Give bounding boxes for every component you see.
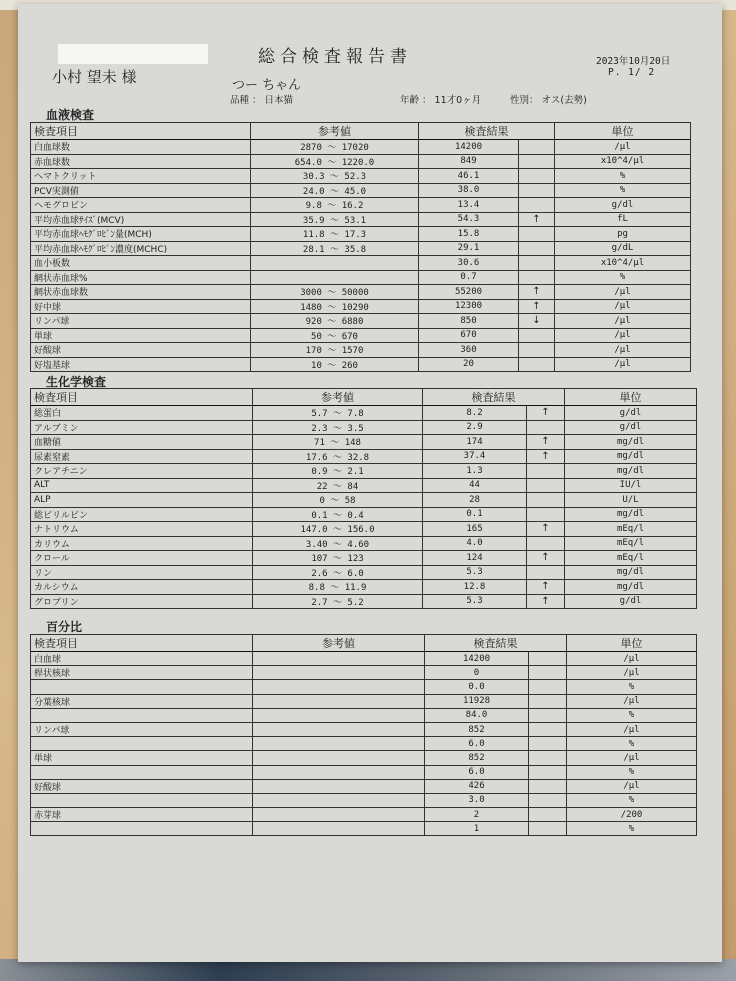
unit-value: /μl xyxy=(555,314,691,329)
reference-value: 22 ～ 84 xyxy=(253,478,423,493)
table-row xyxy=(31,299,691,314)
result-value: 44 xyxy=(423,478,527,493)
reference-value: 11.8 ～ 17.3 xyxy=(251,227,419,242)
table-row xyxy=(31,694,697,708)
unit-value: % xyxy=(567,765,697,779)
col-header-unit: 単位 xyxy=(567,635,697,652)
result-value: 3.0 xyxy=(425,793,529,807)
item-name: 平均赤血球ﾍﾓｸﾞﾛﾋﾞﾝ量(MCH) xyxy=(31,227,251,242)
result-value: 14200 xyxy=(419,140,519,155)
item-name: ヘモグロビン xyxy=(31,198,251,213)
table-row xyxy=(31,666,697,680)
table-row xyxy=(31,420,697,435)
result-flag xyxy=(527,478,565,493)
result-flag: ↑ xyxy=(527,594,565,609)
reference-value xyxy=(253,765,425,779)
result-value: 426 xyxy=(425,779,529,793)
result-value: 54.3 xyxy=(419,212,519,227)
report-date: 2023年10月20日 xyxy=(596,56,671,67)
unit-value: g/dl xyxy=(565,594,697,609)
unit-value: /μl xyxy=(567,779,697,793)
result-value: 12.8 xyxy=(423,580,527,595)
result-value: 0.0 xyxy=(425,680,529,694)
section-title-blood: 血液検査 xyxy=(46,108,95,122)
result-flag xyxy=(527,536,565,551)
result-flag xyxy=(529,822,567,836)
result-flag xyxy=(529,793,567,807)
percentage-table xyxy=(30,634,697,836)
result-flag: ↑ xyxy=(527,406,565,421)
result-flag xyxy=(519,270,555,285)
result-flag xyxy=(527,507,565,522)
page-number: P. 1/ 2 xyxy=(608,67,656,78)
reference-value xyxy=(251,256,419,271)
table-row xyxy=(31,751,697,765)
item-name xyxy=(31,737,253,751)
item-name: ALT xyxy=(31,478,253,493)
unit-value: /μl xyxy=(555,357,691,372)
blood-test-table xyxy=(30,122,691,372)
unit-value: /μl xyxy=(555,328,691,343)
table-row xyxy=(31,198,691,213)
result-flag: ↑ xyxy=(527,580,565,595)
result-flag xyxy=(529,680,567,694)
result-flag xyxy=(519,241,555,256)
table-row xyxy=(31,822,697,836)
unit-value: % xyxy=(555,270,691,285)
result-flag xyxy=(529,808,567,822)
result-flag: ↑ xyxy=(519,285,555,300)
item-name: リンパ球 xyxy=(31,314,251,329)
result-value: 6.0 xyxy=(425,737,529,751)
result-flag xyxy=(519,227,555,242)
col-header-item: 検査項目 xyxy=(31,389,253,406)
unit-value: IU/l xyxy=(565,478,697,493)
result-flag xyxy=(529,666,567,680)
reference-value: 654.0 ～ 1220.0 xyxy=(251,154,419,169)
unit-value: /μl xyxy=(567,666,697,680)
item-name: グロブリン xyxy=(31,594,253,609)
unit-value: % xyxy=(555,183,691,198)
table-row xyxy=(31,270,691,285)
col-header-unit: 単位 xyxy=(565,389,697,406)
unit-value: % xyxy=(567,822,697,836)
table-row xyxy=(31,449,697,464)
col-header-result: 検査結果 xyxy=(425,635,567,652)
table-row xyxy=(31,343,691,358)
reference-value: 71 ～ 148 xyxy=(253,435,423,450)
unit-value: g/dl xyxy=(555,198,691,213)
item-name: アルブミン xyxy=(31,420,253,435)
result-flag xyxy=(519,357,555,372)
col-header-item: 検査項目 xyxy=(31,123,251,140)
item-name: 総蛋白 xyxy=(31,406,253,421)
table-row xyxy=(31,140,691,155)
result-value: 852 xyxy=(425,722,529,736)
result-value: 124 xyxy=(423,551,527,566)
reference-value xyxy=(253,722,425,736)
result-value: 849 xyxy=(419,154,519,169)
item-name: 好中球 xyxy=(31,299,251,314)
result-flag xyxy=(529,765,567,779)
result-value: 4.0 xyxy=(423,536,527,551)
unit-value: % xyxy=(555,169,691,184)
reference-value: 8.8 ～ 11.9 xyxy=(253,580,423,595)
pet-age: 年齢 ： 11才0ヶ月 xyxy=(400,95,482,106)
result-value: 14200 xyxy=(425,652,529,666)
table-row xyxy=(31,708,697,722)
table-row xyxy=(31,227,691,242)
result-value: 11928 xyxy=(425,694,529,708)
result-value: 0.7 xyxy=(419,270,519,285)
result-flag xyxy=(519,154,555,169)
reference-value: 920 ～ 6880 xyxy=(251,314,419,329)
result-value: 38.0 xyxy=(419,183,519,198)
result-flag: ↑ xyxy=(527,522,565,537)
redacted-area xyxy=(58,44,208,64)
table-row xyxy=(31,464,697,479)
unit-value: /μl xyxy=(555,285,691,300)
reference-value: 147.0 ～ 156.0 xyxy=(253,522,423,537)
col-header-reference: 参考値 xyxy=(253,635,425,652)
col-header-item: 検査項目 xyxy=(31,635,253,652)
report-title: 総合検査報告書 xyxy=(258,47,412,67)
result-value: 84.0 xyxy=(425,708,529,722)
table-row xyxy=(31,212,691,227)
table-row xyxy=(31,522,697,537)
result-value: 5.3 xyxy=(423,594,527,609)
unit-value: mg/dl xyxy=(565,565,697,580)
unit-value: /μl xyxy=(567,694,697,708)
result-flag xyxy=(519,328,555,343)
unit-value: /μl xyxy=(567,751,697,765)
reference-value xyxy=(253,666,425,680)
unit-value: mg/dl xyxy=(565,507,697,522)
result-flag xyxy=(529,751,567,765)
reference-value: 0.1 ～ 0.4 xyxy=(253,507,423,522)
unit-value: fL xyxy=(555,212,691,227)
item-name: 尿素窒素 xyxy=(31,449,253,464)
result-flag xyxy=(527,464,565,479)
result-flag xyxy=(519,256,555,271)
item-name: 平均赤血球ｻｲｽﾞ(MCV) xyxy=(31,212,251,227)
table-row xyxy=(31,680,697,694)
reference-value: 35.9 ～ 53.1 xyxy=(251,212,419,227)
table-row xyxy=(31,808,697,822)
section-title-biochem: 生化学検査 xyxy=(46,375,107,389)
item-name: ALP xyxy=(31,493,253,508)
table-row xyxy=(31,551,697,566)
reference-value xyxy=(253,808,425,822)
item-name xyxy=(31,680,253,694)
item-name xyxy=(31,822,253,836)
table-row xyxy=(31,183,691,198)
unit-value: g/dl xyxy=(565,406,697,421)
item-name: 分葉核球 xyxy=(31,694,253,708)
unit-value: % xyxy=(567,737,697,751)
table-row xyxy=(31,594,697,609)
reference-value xyxy=(253,737,425,751)
result-flag xyxy=(519,198,555,213)
reference-value: 2.3 ～ 3.5 xyxy=(253,420,423,435)
reference-value xyxy=(253,793,425,807)
result-flag: ↑ xyxy=(519,299,555,314)
result-value: 0.1 xyxy=(423,507,527,522)
reference-value: 5.7 ～ 7.8 xyxy=(253,406,423,421)
result-flag xyxy=(519,169,555,184)
item-name xyxy=(31,793,253,807)
item-name: クレアチニン xyxy=(31,464,253,479)
pet-name: つー ちゃん xyxy=(232,78,302,93)
reference-value xyxy=(253,708,425,722)
unit-value: mg/dl xyxy=(565,580,697,595)
reference-value xyxy=(253,680,425,694)
unit-value: x10^4/μl xyxy=(555,154,691,169)
biochem-test-table xyxy=(30,388,697,609)
table-row xyxy=(31,314,691,329)
table-row xyxy=(31,765,697,779)
owner-name: 小村 望未 様 xyxy=(52,68,137,86)
pet-sex: 性別： オス(去勢) xyxy=(510,95,587,106)
result-flag xyxy=(519,183,555,198)
item-name: クロール xyxy=(31,551,253,566)
result-flag: ↑ xyxy=(527,435,565,450)
reference-value xyxy=(253,652,425,666)
result-value: 37.4 xyxy=(423,449,527,464)
reference-value: 28.1 ～ 35.8 xyxy=(251,241,419,256)
table-row xyxy=(31,406,697,421)
item-name: 単球 xyxy=(31,751,253,765)
item-name: カルシウム xyxy=(31,580,253,595)
item-name: 好酸球 xyxy=(31,343,251,358)
result-value: 29.1 xyxy=(419,241,519,256)
result-value: 850 xyxy=(419,314,519,329)
item-name: 血糖値 xyxy=(31,435,253,450)
unit-value: % xyxy=(567,793,697,807)
table-row xyxy=(31,478,697,493)
result-value: 30.6 xyxy=(419,256,519,271)
reference-value: 3000 ～ 50000 xyxy=(251,285,419,300)
reference-value: 30.3 ～ 52.3 xyxy=(251,169,419,184)
item-name: カリウム xyxy=(31,536,253,551)
result-value: 670 xyxy=(419,328,519,343)
unit-value: /μl xyxy=(555,343,691,358)
item-name: 赤芽球 xyxy=(31,808,253,822)
col-header-reference: 参考値 xyxy=(253,389,423,406)
table-row xyxy=(31,169,691,184)
unit-value: x10^4/μl xyxy=(555,256,691,271)
result-flag: ↑ xyxy=(527,551,565,566)
reference-value: 9.8 ～ 16.2 xyxy=(251,198,419,213)
item-name: 白血球数 xyxy=(31,140,251,155)
item-name: 網状赤血球数 xyxy=(31,285,251,300)
result-flag: ↑ xyxy=(527,449,565,464)
pet-breed: 品種 ： 日本猫 xyxy=(230,95,294,106)
result-flag xyxy=(527,493,565,508)
table-row xyxy=(31,154,691,169)
result-value: 360 xyxy=(419,343,519,358)
col-header-unit: 単位 xyxy=(555,123,691,140)
table-row xyxy=(31,580,697,595)
result-flag xyxy=(529,737,567,751)
result-value: 12300 xyxy=(419,299,519,314)
reference-value xyxy=(253,779,425,793)
result-value: 28 xyxy=(423,493,527,508)
result-value: 55200 xyxy=(419,285,519,300)
item-name: リン xyxy=(31,565,253,580)
col-header-result: 検査結果 xyxy=(419,123,555,140)
item-name: 好酸球 xyxy=(31,779,253,793)
unit-value: % xyxy=(567,708,697,722)
result-value: 15.8 xyxy=(419,227,519,242)
unit-value: /μl xyxy=(567,652,697,666)
table-row xyxy=(31,357,691,372)
item-name xyxy=(31,765,253,779)
table-row xyxy=(31,536,697,551)
table-row xyxy=(31,793,697,807)
col-header-result: 検査結果 xyxy=(423,389,565,406)
result-flag xyxy=(529,652,567,666)
unit-value: mEq/l xyxy=(565,522,697,537)
unit-value: g/dl xyxy=(565,420,697,435)
unit-value: pg xyxy=(555,227,691,242)
item-name: ナトリウム xyxy=(31,522,253,537)
result-value: 46.1 xyxy=(419,169,519,184)
item-name: 桿状核球 xyxy=(31,666,253,680)
unit-value: /200 xyxy=(567,808,697,822)
reference-value xyxy=(253,694,425,708)
result-flag: ↑ xyxy=(519,212,555,227)
item-name: 赤血球数 xyxy=(31,154,251,169)
unit-value: % xyxy=(567,680,697,694)
item-name: ヘマトクリット xyxy=(31,169,251,184)
table-row xyxy=(31,241,691,256)
section-title-percentage: 百分比 xyxy=(46,620,83,634)
reference-value: 0.9 ～ 2.1 xyxy=(253,464,423,479)
reference-value: 2.7 ～ 5.2 xyxy=(253,594,423,609)
table-row xyxy=(31,737,697,751)
reference-value: 2.6 ～ 6.0 xyxy=(253,565,423,580)
reference-value xyxy=(251,270,419,285)
result-value: 6.0 xyxy=(425,765,529,779)
reference-value: 0 ～ 58 xyxy=(253,493,423,508)
result-flag xyxy=(519,343,555,358)
reference-value: 1480 ～ 10290 xyxy=(251,299,419,314)
result-value: 0 xyxy=(425,666,529,680)
reference-value xyxy=(253,751,425,765)
result-flag xyxy=(519,140,555,155)
table-row xyxy=(31,256,691,271)
result-flag: ↓ xyxy=(519,314,555,329)
result-value: 165 xyxy=(423,522,527,537)
table-row xyxy=(31,507,697,522)
result-value: 13.4 xyxy=(419,198,519,213)
result-value: 2 xyxy=(425,808,529,822)
item-name: 血小板数 xyxy=(31,256,251,271)
item-name: 網状赤血球% xyxy=(31,270,251,285)
unit-value: mg/dl xyxy=(565,464,697,479)
result-value: 852 xyxy=(425,751,529,765)
table-row xyxy=(31,285,691,300)
unit-value: mg/dl xyxy=(565,435,697,450)
col-header-reference: 参考値 xyxy=(251,123,419,140)
item-name xyxy=(31,708,253,722)
unit-value: g/dL xyxy=(555,241,691,256)
item-name: リンパ球 xyxy=(31,722,253,736)
unit-value: mEq/l xyxy=(565,536,697,551)
table-row xyxy=(31,493,697,508)
reference-value xyxy=(253,822,425,836)
item-name: 平均赤血球ﾍﾓｸﾞﾛﾋﾞﾝ濃度(MCHC) xyxy=(31,241,251,256)
unit-value: /μl xyxy=(555,140,691,155)
result-value: 174 xyxy=(423,435,527,450)
result-flag xyxy=(529,722,567,736)
table-row xyxy=(31,779,697,793)
reference-value: 10 ～ 260 xyxy=(251,357,419,372)
table-row xyxy=(31,722,697,736)
reference-value: 50 ～ 670 xyxy=(251,328,419,343)
result-value: 2.9 xyxy=(423,420,527,435)
result-value: 5.3 xyxy=(423,565,527,580)
reference-value: 107 ～ 123 xyxy=(253,551,423,566)
item-name: 好塩基球 xyxy=(31,357,251,372)
result-value: 1 xyxy=(425,822,529,836)
result-flag xyxy=(527,420,565,435)
item-name: 総ビリルビン xyxy=(31,507,253,522)
table-row xyxy=(31,652,697,666)
background-bottom xyxy=(0,959,736,981)
unit-value: mg/dl xyxy=(565,449,697,464)
unit-value: mEq/l xyxy=(565,551,697,566)
item-name: 単球 xyxy=(31,328,251,343)
result-flag xyxy=(529,694,567,708)
result-flag xyxy=(529,708,567,722)
item-name: PCV実測値 xyxy=(31,183,251,198)
reference-value: 24.0 ～ 45.0 xyxy=(251,183,419,198)
item-name: 白血球 xyxy=(31,652,253,666)
reference-value: 3.40 ～ 4.60 xyxy=(253,536,423,551)
result-value: 20 xyxy=(419,357,519,372)
reference-value: 2870 ～ 17020 xyxy=(251,140,419,155)
unit-value: /μl xyxy=(555,299,691,314)
reference-value: 170 ～ 1570 xyxy=(251,343,419,358)
result-value: 8.2 xyxy=(423,406,527,421)
table-row xyxy=(31,565,697,580)
reference-value: 17.6 ～ 32.8 xyxy=(253,449,423,464)
table-row xyxy=(31,328,691,343)
table-row xyxy=(31,435,697,450)
unit-value: U/L xyxy=(565,493,697,508)
result-flag xyxy=(529,779,567,793)
result-value: 1.3 xyxy=(423,464,527,479)
result-flag xyxy=(527,565,565,580)
unit-value: /μl xyxy=(567,722,697,736)
